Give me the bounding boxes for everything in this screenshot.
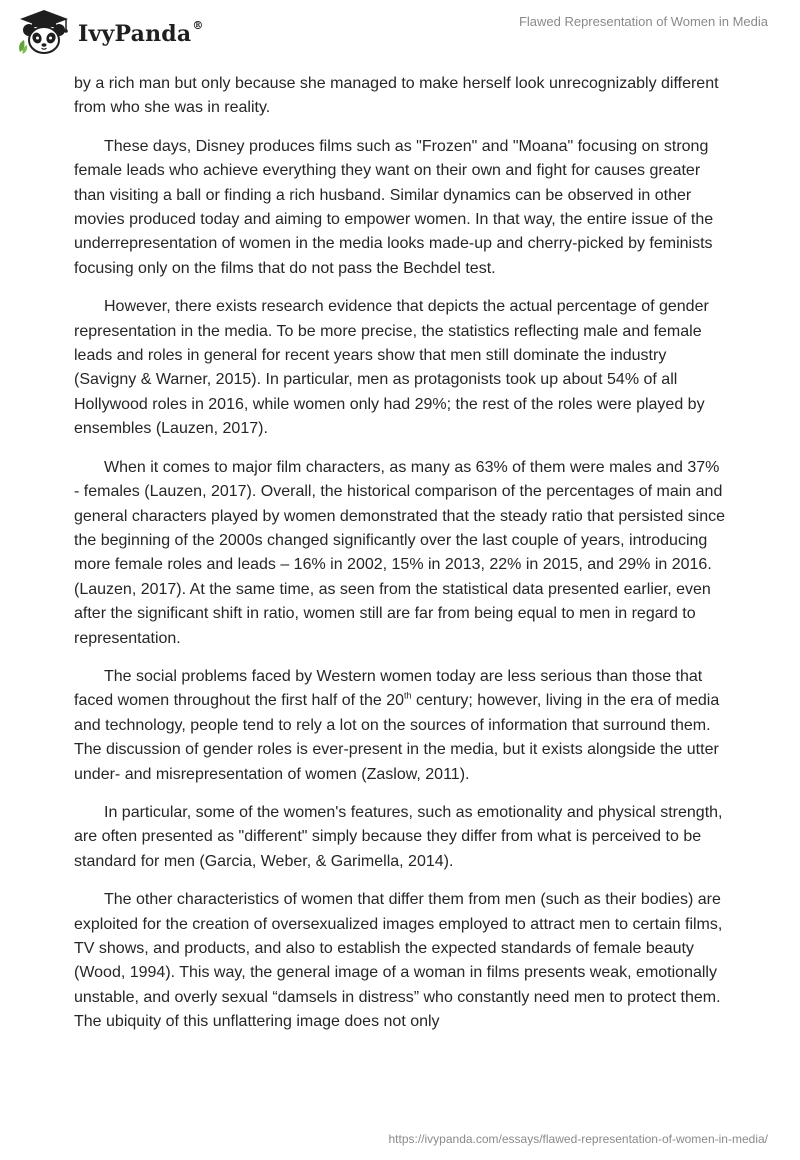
panda-graduate-icon (14, 8, 74, 58)
ordinal-suffix: th (403, 691, 412, 702)
essay-body (74, 72, 726, 1049)
paragraph-7: The other characteristics of women that differ them from men (such as their bodies) are exploited for the creation of oversexualized images employed to attract men to certain films, TV shows, and products, and also to establish the expected standards of female beauty (Wood, 1994). This way, the general image of a woman in films presents weak, emotionally unstable, and overly sexual “damsels in distress” who constantly need men to protect them. The ubiquity of this unflattering image does not only (74, 891, 723, 1031)
brand-name: IvyPanda® (78, 19, 204, 47)
paragraph-2: These days, Disney produces films such as "Frozen" and "Moana" focusing on strong female leads who achieve everything they want on their own and fight for causes greater than visiting a ball or finding a rich husband. Similar dynamics can be observed in other movies produced today and aiming to empower women. In that way, the entire issue of the underrepresentation of women in the media looks made-up and cherry-picked by feminists focusing only on the films that do not pass the Bechdel test. (74, 137, 714, 277)
page-header (0, 0, 800, 62)
ivypanda-logo[interactable] (14, 8, 204, 58)
source-url-link[interactable]: https://ivypanda.com/essays/flawed-representation-of-women-in-media/ (388, 1132, 768, 1146)
paragraph-5-after: century; however, living in the era of media and technology, people tend to rely a lot on the sources of information that surround them. The discussion of gender roles is ever-present in the media, but it exists alongside the utter under- and misrepresentation of women (Zaslow, 2011). (74, 692, 720, 783)
registered-mark: ® (192, 19, 204, 32)
paragraph-3: However, there exists research evidence that depicts the actual percentage of gender representation in the media. To be more precise, the statistics reflecting male and female leads and roles in general for recent years show that men still dominate the industry (Savigny & Warner, 2015). In particular, men as protagonists took up about 54% of all Hollywood roles in 2016, while women only had 29%; the rest of the roles were played by ensembles (Lauzen, 2017). (74, 298, 709, 438)
paragraph-1: by a rich man but only because she managed to make herself look unrecognizably different from who she was in reality. (74, 75, 719, 117)
paragraph-5-before: The social problems faced by Western women today are less serious than those that faced women throughout the first half of the 20 (74, 667, 703, 710)
paragraph-4: When it comes to major film characters, as many as 63% of them were males and 37% - females (Lauzen, 2017). Overall, the historical comparison of the percentages of main and general characters played by women demonstrated that the steady ratio that persisted since the beginning of the 2000s changed significantly over the last couple of years, introducing more female roles and leads – 16% in 2002, 15% in 2013, 22% in 2015, and 29% in 2016. (Lauzen, 2017). At the same time, as seen from the statistical data presented earlier, even after the significant shift in ratio, women still are far from being equal to men in regard to representation. (74, 458, 726, 647)
document-title: Flawed Representation of Women in Media (518, 14, 768, 29)
paragraph-5 (74, 665, 726, 787)
paragraph-6: In particular, some of the women's features, such as emotionality and physical strength, are often presented as "different" simply because they differ from what is perceived to be standard for men (Garcia, Weber, & Garimella, 2014). (74, 803, 723, 870)
